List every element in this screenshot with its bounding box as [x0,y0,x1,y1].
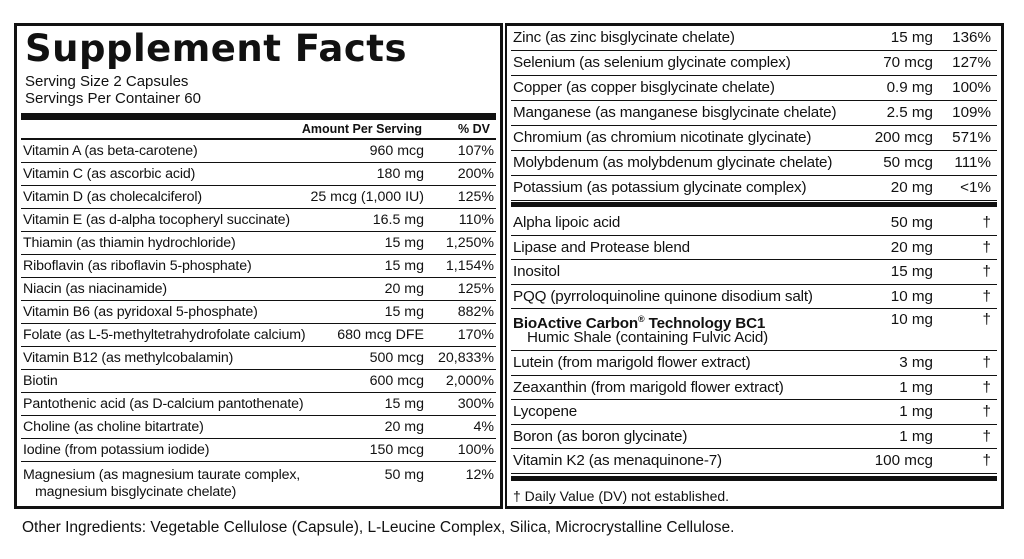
nutrient-name: Vitamin K2 (as menaquinone-7) [513,452,722,469]
nutrient-amount: 10 mg [890,287,933,305]
nutrient-name: Magnesium (as magnesium taurate complex, [23,467,301,483]
nutrient-name: Alpha lipoic acid [513,214,621,231]
nutrient-dv: 20,833% [437,350,494,366]
nutrient-dv: 1,154% [445,258,494,274]
nutrient-amount: 1 mg [899,378,933,396]
nutrient-dv: 127% [952,54,991,71]
table-row [511,211,997,236]
nutrient-name: Inositol [513,263,560,280]
nutrient-name: Folate (as L-5-methyltetrahydrofolate calcium) [23,327,306,343]
nutrient-amount: 15 mg [384,235,424,251]
nutrient-amount: 3 mg [899,354,933,371]
nutrient-amount: 15 mg [890,29,933,46]
nutrient-name: Choline (as choline bitartrate) [23,419,204,435]
thick-divider [511,202,997,207]
nutrient-amount: 0.9 mg [886,79,933,96]
nutrient-name: Manganese (as manganese bisglycinate chelate) [513,104,837,121]
nutrient-name: Vitamin E (as d-alpha tocopheryl succinate) [23,212,290,228]
nutrient-name: Zeaxanthin (from marigold flower extract) [513,378,784,396]
nutrient-name: Biotin [23,373,58,389]
nutrient-name: Vitamin C (as ascorbic acid) [23,166,196,182]
table-row [511,400,997,425]
table-row [511,126,997,151]
table-row [21,255,496,278]
nutrient-amount: 15 mg [384,304,424,320]
table-row [511,260,997,285]
nutrient-name: BioActive Carbon® Technology BC1 [513,314,766,333]
nutrient-amount: 15 mg [384,258,424,274]
nutrient-dv: † [982,311,991,328]
nutrient-dv: 111% [954,154,991,171]
nutrient-dv: 107% [457,143,494,159]
nutrient-amount: 50 mg [890,214,933,231]
table-row [21,163,496,186]
nutrient-amount: 1 mg [899,427,933,445]
nutrient-dv: 109% [952,104,991,121]
table-row [511,351,997,376]
nutrient-dv: 136% [952,29,991,46]
other-ingredients: Other Ingredients: Vegetable Cellulose (Capsule), L-Leucine Complex, Silica, Microcrystalline Cellulose. [22,519,735,536]
nutrient-amount: 15 mg [890,263,933,280]
nutrient-name: Iodine (from potassium iodide) [23,442,210,458]
nutrient-amount: 100 mcg [874,452,933,469]
nutrient-dv: 571% [952,129,991,146]
table-row-bioactive-carbon [511,308,997,351]
nutrient-amount: 15 mg [384,396,424,412]
nutrient-dv: † [982,263,991,280]
table-row [511,51,997,76]
table-row [511,449,997,474]
supplement-facts-right-panel [505,23,1004,509]
serving-size: Serving Size 2 Capsules [25,73,189,90]
nutrient-subname: Humic Shale (containing Fulvic Acid) [527,329,769,346]
table-row [511,285,997,310]
table-row [511,376,997,401]
nutrient-amount: 20 mg [890,179,933,196]
nutrient-name: Lycopene [513,403,578,420]
thick-divider [21,113,496,120]
nutrient-amount: 150 mcg [369,442,424,458]
nutrient-amount: 50 mcg [883,154,933,171]
nutrient-name: Vitamin B12 (as methylcobalamin) [23,350,234,366]
nutrient-name: Thiamin (as thiamin hydrochloride) [23,235,236,251]
nutrient-name: Copper (as copper bisglycinate chelate) [513,79,775,96]
supplement-facts-left-panel [14,23,503,509]
nutrient-amount: 16.5 mg [372,212,424,228]
nutrient-dv: 100% [952,79,991,96]
nutrient-amount: 20 mg [890,238,933,256]
nutrient-dv: 125% [457,189,494,205]
nutrient-name: Selenium (as selenium glycinate complex) [513,54,791,71]
nutrient-dv: 882% [457,304,494,320]
nutrient-amount: 10 mg [890,311,933,328]
table-row [21,209,496,232]
nutrient-name: Lipase and Protease blend [513,238,690,256]
nutrient-name: Riboflavin (as riboflavin 5-phosphate) [23,258,252,274]
supplement-facts-title: Supplement Facts [25,27,408,70]
table-row [511,76,997,101]
nutrient-dv: 4% [473,419,494,435]
table-row-magnesium [21,464,496,504]
nutrient-dv: 170% [457,327,494,343]
nutrient-name: Chromium (as chromium nicotinate glycinate) [513,129,812,146]
table-row [21,347,496,370]
table-row [511,151,997,176]
nutrient-dv: † [982,214,991,231]
nutrient-dv: 100% [457,442,494,458]
table-row [511,236,997,261]
nutrient-name: Lutein (from marigold flower extract) [513,354,751,371]
nutrient-dv: 110% [458,212,494,228]
nutrient-dv: 125% [457,281,494,297]
nutrient-amount: 500 mcg [369,350,424,366]
table-row [21,439,496,462]
nutrient-name: Niacin (as niacinamide) [23,281,168,297]
table-row [21,301,496,324]
footnote: † Daily Value (DV) not established. [513,488,730,504]
table-row [511,101,997,126]
nutrient-dv: † [982,238,991,256]
nutrient-dv: † [982,403,991,420]
table-row [21,416,496,439]
table-row [511,425,997,450]
nutrient-amount: 200 mcg [874,129,933,146]
table-row [21,186,496,209]
amount-per-serving-header: Amount Per Serving [301,122,422,136]
nutrient-name: Vitamin D (as cholecalciferol) [23,189,202,205]
nutrient-name-continued: magnesium bisglycinate chelate) [35,484,237,500]
nutrient-dv: † [982,427,991,445]
nutrient-name: Molybdenum (as molybdenum glycinate chelate) [513,154,833,171]
table-row [21,324,496,347]
nutrient-amount: 180 mg [376,166,424,182]
table-row [21,393,496,416]
nutrient-name: Pantothenic acid (as D-calcium pantothenate) [23,396,304,412]
nutrient-amount: 70 mcg [883,54,933,71]
nutrient-dv: 300% [457,396,494,412]
nutrient-dv: 1,250% [445,235,494,251]
nutrient-dv: <1% [960,179,991,196]
nutrient-dv: † [982,378,991,396]
nutrient-name: Potassium (as potassium glycinate complex) [513,179,807,196]
nutrient-name: Zinc (as zinc bisglycinate chelate) [513,29,735,46]
table-row [21,278,496,301]
table-row [21,140,496,163]
nutrient-amount: 2.5 mg [886,104,933,121]
nutrient-amount: 25 mcg (1,000 IU) [310,189,424,205]
nutrient-name: Vitamin B6 (as pyridoxal 5-phosphate) [23,304,258,320]
nutrient-name: PQQ (pyrroloquinoline quinone disodium salt) [513,287,813,305]
table-row [511,26,997,51]
nutrient-dv: † [982,287,991,305]
nutrient-name: Boron (as boron glycinate) [513,427,688,445]
nutrient-amount: 20 mg [384,281,424,297]
nutrient-dv: 12% [465,467,494,483]
nutrient-amount: 680 mcg DFE [337,327,424,343]
thick-divider [511,476,997,481]
nutrient-dv: 2,000% [445,373,494,389]
nutrient-dv: 200% [457,166,494,182]
nutrient-dv: † [982,354,991,371]
nutrient-amount: 960 mcg [369,143,424,159]
table-row [21,232,496,255]
nutrient-amount: 1 mg [899,403,933,420]
table-row [21,370,496,393]
nutrient-name: Vitamin A (as beta-carotene) [23,143,198,159]
nutrient-amount: 20 mg [384,419,424,435]
table-row [511,176,997,201]
nutrient-amount: 600 mcg [369,373,424,389]
nutrient-dv: † [982,452,991,469]
servings-per-container: Servings Per Container 60 [25,90,201,107]
dv-header: % DV [458,122,490,136]
nutrient-amount: 50 mg [384,467,424,483]
